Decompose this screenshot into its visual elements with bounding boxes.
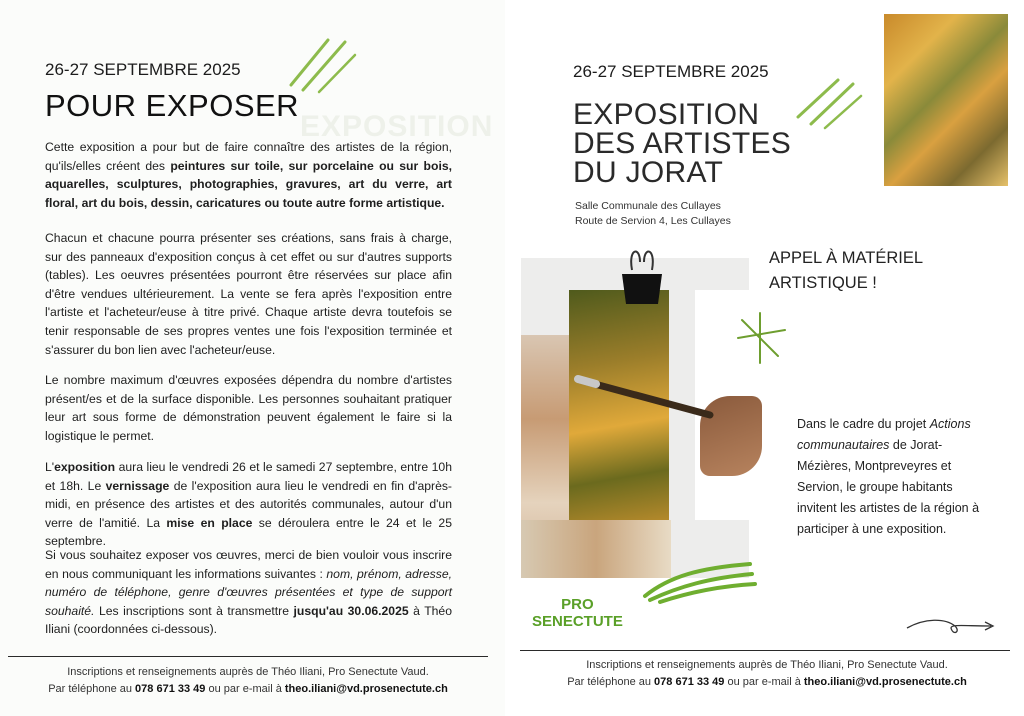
left-title: POUR EXPOSER [45,88,300,123]
project-name-italic: Actions communautaires [797,417,971,452]
left-footer-phone[interactable]: 078 671 33 49 [135,683,206,695]
artwork-photo-hands [884,14,1008,186]
deadline-bold: jusqu'au 30.06.2025 [293,603,409,618]
p1-text: Cette exposition a pour but de faire connaître des artistes de la région, qu'ils/elles créent des [45,140,452,173]
right-footer-phone[interactable]: 078 671 33 49 [654,676,725,688]
right-footer-line1: Inscriptions et renseignements auprès de Théo Iliani, Pro Senectute Vaud. [586,659,948,671]
right-date: 26-27 SEPTEMBRE 2025 [573,62,769,81]
title-line-1: EXPOSITION [573,98,760,131]
left-footer-line2: Par téléphone au 078 671 33 49 ou par e-mail à theo.iliani@vd.prosenectute.ch [48,683,448,695]
left-footer-divider [8,656,488,657]
green-scribble-decoration [640,556,760,606]
mise-en-place-bold: mise en place [166,515,253,530]
right-footer-line2: Par téléphone au 078 671 33 49 ou par e-mail à theo.iliani@vd.prosenectute.ch [567,676,967,688]
vernissage-bold: vernissage [105,478,170,493]
exposition-bold: exposition [54,460,116,474]
binder-clip-icon [618,244,666,308]
p1-bold: peintures sur toile, sur porcelaine ou sur bois, aquarelles, sculptures, photographies, gravures, art du verre, art floral, art du bois, dessin, caricatures ou toute autre forme artistique. [45,158,452,210]
title-line-3: DU JORAT [573,156,724,189]
left-date: 26-27 SEPTEMBRE 2025 [45,60,241,79]
right-footer [510,657,1024,691]
appel-line-2: ARTISTIQUE ! [769,274,877,292]
paragraph-registration: Si vous souhaitez exposer vos œuvres, merci de bien vouloir vous inscrire en nous communiquant les informations suivantes : nom, prénom, adresse, numéro de téléphone, genre d'œuvres présentées et type de support souhaité. Les inscriptions sont à transmettre jusqu'au 30.06.2025 à Théo Iliani (coordonnées ci-dessous). [45,548,452,637]
left-footer-line1: Inscriptions et renseignements auprès de Théo Iliani, Pro Senectute Vaud. [67,666,429,678]
paragraph-intro [45,138,452,212]
venue-address: Route de Servion 4, Les Cullayes [575,215,731,227]
left-footer-email[interactable]: theo.iliani@vd.prosenectute.ch [284,683,448,695]
required-info-italic: nom, prénom, adresse, numéro de téléphone, genre d'œuvres présentées et type de support souhaité. [45,566,452,618]
right-footer-email[interactable]: theo.iliani@vd.prosenectute.ch [803,676,967,688]
green-strokes-decoration [283,30,363,95]
ghost-title: EXPOSITION [300,110,494,143]
paragraph-presentation: Chacun et chacune pourra présenter ses créations, sans frais à charge, sur des panneaux d'exposition conçus à cet effet ou sur d'autres supports (tables). Les oeuvres présentées pourront être réservées sur place afin d'être vendues ultérieurement. La vente se fera après l'exposition entre l'artiste et l'acheteur/euse à titre privé. Chaque artiste devra toutefois se tenir responsable de ses propres ventes une fois l'exposition terminée et s'assurer du bon lien avec l'acheteur/euse. [45,231,452,357]
paragraph-dates: L'exposition aura lieu le vendredi 26 et le samedi 27 septembre, entre 10h et 18h. Le vernissage de l'exposition aura lieu le vendredi en fin d'après-midi, en présence des artistes et des autorités communales, autour d'un verre de l'amitié. La mise en place se déroulera entre le 24 et le 25 septembre. [45,460,452,549]
appel-line-1: APPEL À MATÉRIEL [769,249,924,267]
venue-name: Salle Communale des Cullayes [575,200,721,212]
arrow-right-icon [905,614,997,638]
right-title [573,100,791,187]
green-strokes-decoration-right [793,72,873,137]
right-footer-divider [520,650,1010,651]
paintbrush-icon [570,360,730,440]
paragraph-capacity: Le nombre maximum d'œuvres exposées dépendra du nombre d'artistes présent/es et de la surface disponible. Les personnes souhaitant pratiquer leur art sous forme de démonstration peuvent également le faire si la logistique le permet. [45,373,452,443]
call-for-material [769,246,923,296]
project-intro: Dans le cadre du projet Actions communautaires de Jorat-Mézières, Montpreveyres et Servion, le groupe habitants invitent les artistes de la région à participer à une exposition. [797,417,980,536]
green-sparkle-decoration [730,308,790,368]
pro-senectute-logo: PRO SENECTUTE [532,596,623,630]
left-footer [0,664,496,698]
title-line-2: DES ARTISTES [573,127,792,160]
